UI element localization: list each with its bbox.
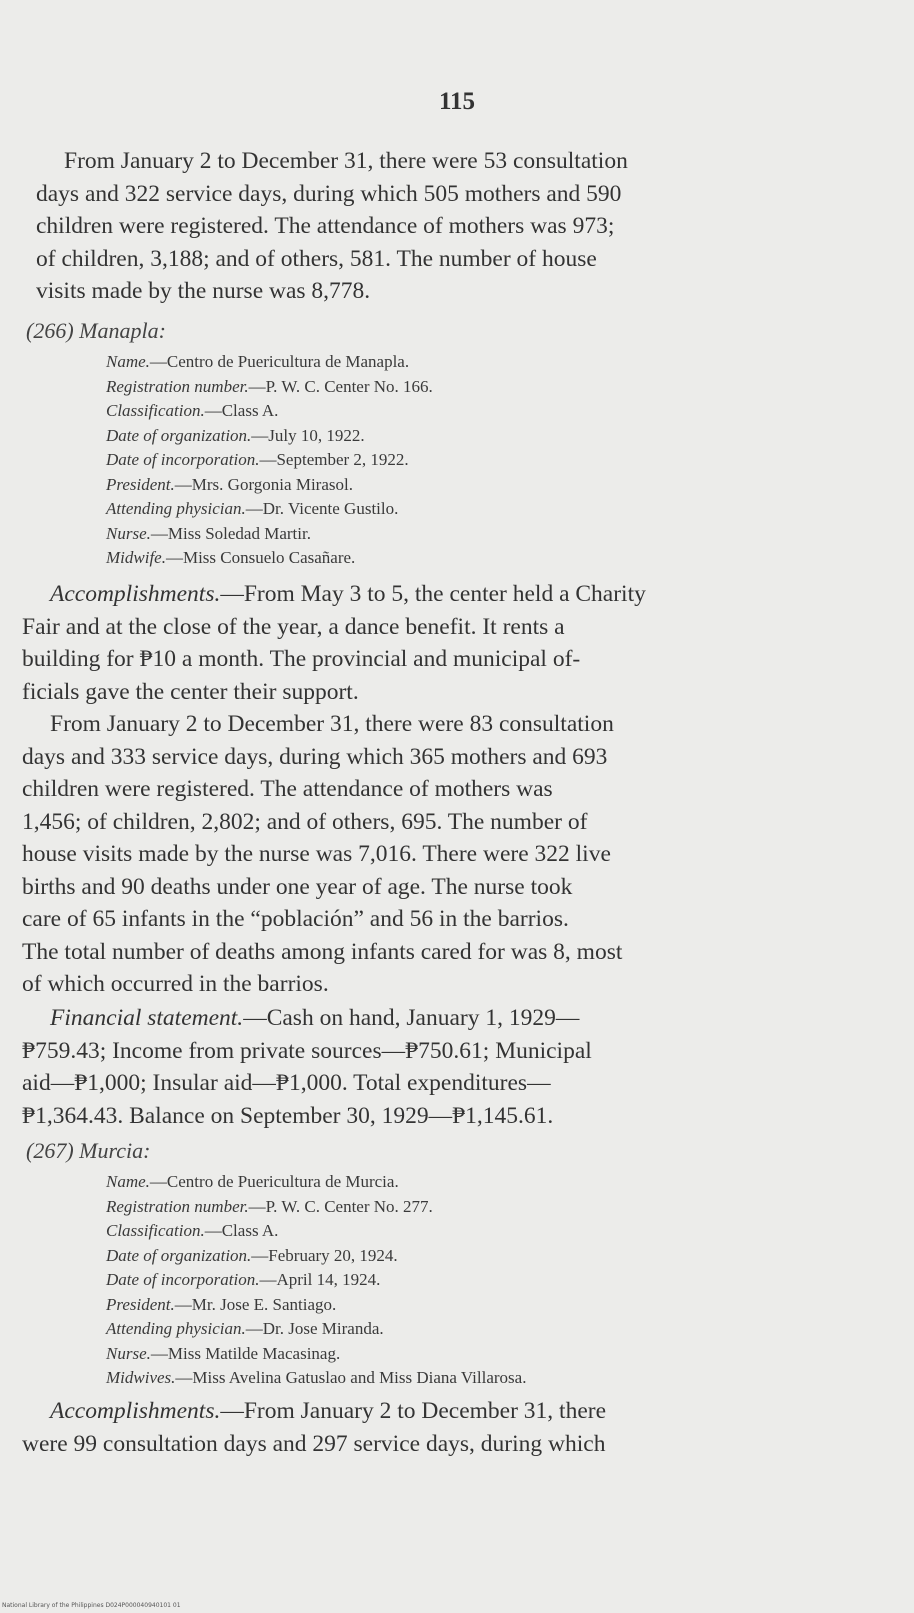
section-heading-murcia: [26, 1138, 150, 1164]
entry-name: Name.—Centro de Puericultura de Murcia.: [106, 1172, 399, 1191]
page-number: 115: [438, 88, 476, 115]
entry-list-murcia: [106, 1170, 806, 1391]
entry-physician: Attending physician.—Dr. Jose Miranda.: [106, 1319, 384, 1338]
section-number: (267): [26, 1138, 74, 1163]
text-line: were 99 consultation days and 297 service days, during which: [22, 1430, 606, 1457]
paragraph-accomplishments-murcia: [22, 1395, 830, 1460]
entry-physician: Attending physician.—Dr. Vicente Gustilo.: [106, 499, 399, 518]
entry-incorporation-date: Date of incorporation.—September 2, 1922.: [106, 450, 409, 469]
text-line: children were registered. The attendance of mothers was 973;: [36, 213, 615, 239]
text-line: Accomplishments.—From January 2 to December 31, there: [50, 1398, 607, 1424]
text-line: Fair and at the close of the year, a dance benefit. It rents a: [22, 613, 565, 640]
section-title: Murcia:: [79, 1138, 151, 1163]
text-line: days and 322 service days, during which 505 mothers and 590: [36, 180, 622, 207]
entry-classification: Classification.—Class A.: [106, 1221, 279, 1240]
text-line: of which occurred in the barrios.: [22, 971, 329, 997]
text-line: births and 90 deaths under one year of age. The nurse took: [22, 873, 573, 900]
text-line: care of 65 infants in the “población” and 56 in the barrios.: [22, 906, 569, 932]
paragraph-intro: [36, 145, 830, 308]
entry-incorporation-date: Date of incorporation.—April 14, 1924.: [106, 1270, 381, 1289]
text-line: 1,456; of children, 2,802; and of others, 695. The number of: [22, 808, 588, 835]
text-line: house visits made by the nurse was 7,016. There were 322 live: [22, 841, 611, 867]
paragraph-accomplishments-manapla: [22, 578, 830, 708]
text-line: ficials gave the center their support.: [22, 678, 359, 705]
entry-president: President.—Mr. Jose E. Santiago.: [106, 1294, 337, 1314]
text-line: of children, 3,188; and of others, 581. The number of house: [36, 245, 597, 272]
paragraph-financial-statement: [22, 1002, 830, 1132]
entry-midwives: Midwives.—Miss Avelina Gatuslao and Miss Diana Villarosa.: [106, 1368, 527, 1387]
text-line: Accomplishments.—From May 3 to 5, the center held a Charity: [50, 581, 646, 607]
entry-registration: Registration number.—P. W. C. Center No. 166.: [106, 376, 433, 396]
scan-footer: National Library of the Philippines D024P000040940101 01: [2, 1602, 181, 1609]
entry-name: Name.—Centro de Puericultura de Manapla.: [106, 352, 410, 371]
entry-list-manapla: [106, 350, 806, 571]
text-line: children were registered. The attendance of mothers was: [22, 776, 553, 802]
text-line: ₱759.43; Income from private sources—₱750.61; Municipal: [22, 1037, 592, 1064]
text-line: The total number of deaths among infants cared for was 8, most: [22, 938, 623, 965]
text-line: building for ₱10 a month. The provincial and municipal of-: [22, 646, 581, 672]
section-number: (266): [26, 318, 74, 343]
entry-nurse: Nurse.—Miss Matilde Macasinag.: [106, 1343, 341, 1363]
entry-organization-date: Date of organization.—July 10, 1922.: [106, 425, 365, 445]
entry-midwife: Midwife.—Miss Consuelo Casañare.: [106, 548, 356, 567]
text-line: From January 2 to December 31, there were 83 consultation: [50, 711, 614, 737]
entry-classification: Classification.—Class A.: [106, 401, 279, 420]
text-line: days and 333 service days, during which 365 mothers and 693: [22, 743, 608, 770]
text-line: From January 2 to December 31, there were 53 consultation: [64, 148, 628, 174]
text-line: ₱1,364.43. Balance on September 30, 1929—₱1,145.61.: [22, 1102, 554, 1129]
section-title: Manapla:: [79, 318, 166, 343]
paragraph-statistics-manapla: [22, 708, 830, 1001]
section-heading-manapla: [26, 318, 166, 344]
text-line: aid—₱1,000; Insular aid—₱1,000. Total expenditures—: [22, 1070, 551, 1096]
text-line: visits made by the nurse was 8,778.: [36, 278, 371, 304]
entry-organization-date: Date of organization.—February 20, 1924.: [106, 1245, 398, 1265]
entry-nurse: Nurse.—Miss Soledad Martir.: [106, 523, 311, 543]
entry-registration: Registration number.—P. W. C. Center No. 277.: [106, 1196, 433, 1216]
text-line: Financial statement.—Cash on hand, January 1, 1929—: [50, 1005, 580, 1031]
entry-president: President.—Mrs. Gorgonia Mirasol.: [106, 474, 353, 494]
